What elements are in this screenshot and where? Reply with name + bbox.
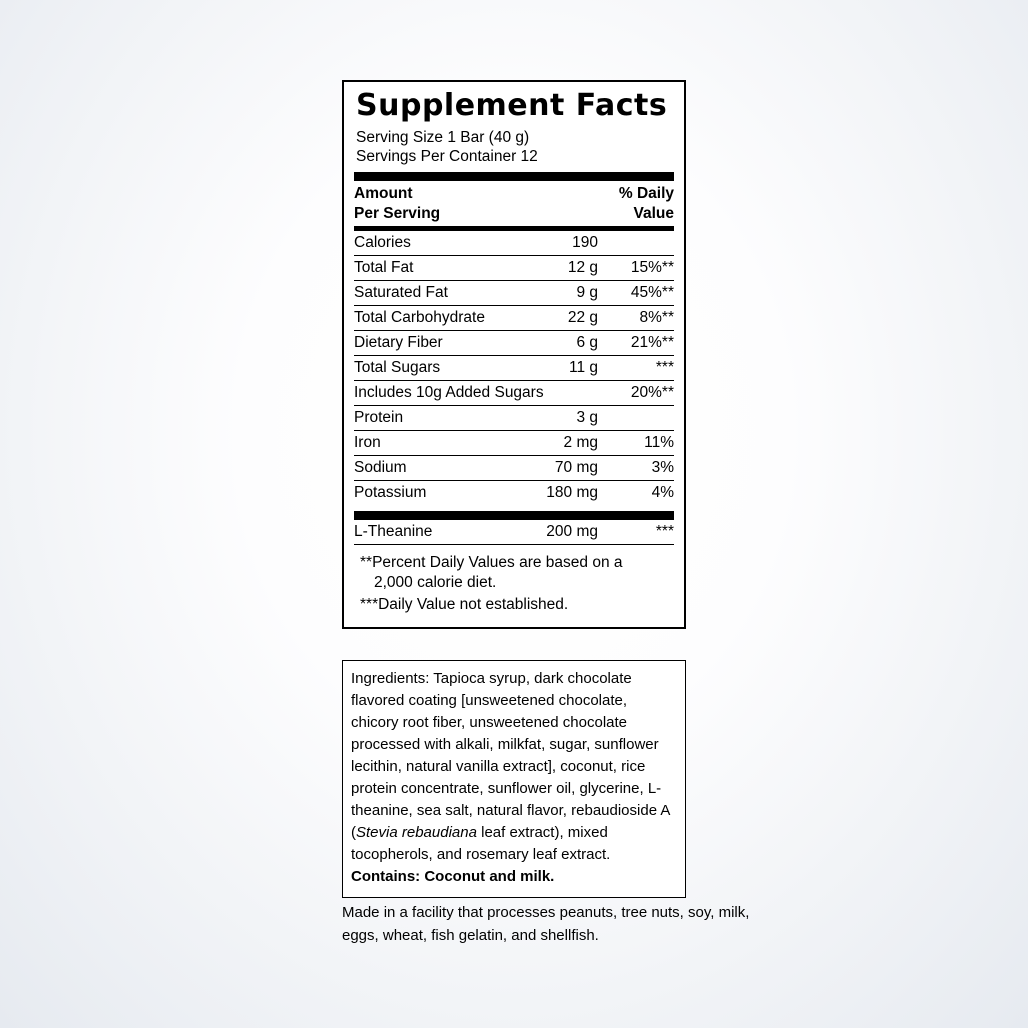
table-row bbox=[354, 381, 674, 406]
nutrient-amount: 2 mg bbox=[529, 431, 598, 456]
table-row bbox=[354, 481, 674, 506]
ingredients-tail: leaf extract), mixed tocopherols, and rosemary leaf extract. bbox=[351, 824, 611, 864]
nutrient-dv: 3% bbox=[598, 456, 674, 481]
header-amount bbox=[354, 181, 549, 226]
nutrient-name: Calories bbox=[354, 231, 529, 256]
table-row bbox=[354, 520, 674, 545]
nutrient-amount: 190 bbox=[529, 231, 598, 256]
servings-per-container: Servings Per Container 12 bbox=[356, 147, 538, 165]
nutrient-dv: 45%** bbox=[598, 281, 674, 306]
table-row bbox=[354, 331, 674, 356]
nutrient-name: Protein bbox=[354, 406, 529, 431]
table-row bbox=[354, 456, 674, 481]
nutrient-name: Total Sugars bbox=[354, 356, 529, 381]
nutrient-name: Potassium bbox=[354, 484, 427, 501]
nutrient-amount: 12 g bbox=[529, 256, 598, 281]
nutrient-amount: 22 g bbox=[529, 306, 598, 331]
serving-size: Serving Size 1 Bar (40 g) bbox=[356, 128, 530, 146]
header-amount-line2: Per Serving bbox=[354, 204, 441, 222]
footnote-daily-values bbox=[360, 553, 672, 593]
nutrient-name: Saturated Fat bbox=[354, 281, 529, 306]
nutrient-dv bbox=[598, 231, 674, 256]
ingredients-contains: Contains: Coconut and milk. bbox=[351, 868, 555, 886]
ingredients-lead: Ingredients: Tapioca syrup, dark chocolate flavored coating [unsweetened chocolate, chicory root fiber, unsweetened chocolate processed with alkali, milkfat, sugar, sunflower lecithin, natural vanilla extract], coconut, rice protein concentrate, sunflower oil, glycerine, L-theanine, sea salt, natural flavor, rebaudioside A ( bbox=[351, 670, 670, 842]
footnotes bbox=[354, 545, 674, 619]
table-row bbox=[354, 231, 674, 256]
nutrient-dv: *** bbox=[598, 520, 674, 545]
nutrition-table bbox=[354, 181, 674, 227]
nutrient-name: Total Carbohydrate bbox=[354, 306, 529, 331]
footnote-daily-values-line1: **Percent Daily Values are based on a bbox=[360, 554, 623, 571]
table-row bbox=[354, 431, 674, 456]
nutrient-name: Total Fat bbox=[354, 256, 529, 281]
nutrient-amount: 180 mg bbox=[546, 484, 598, 501]
footnote-dv-not-established: ***Daily Value not established. bbox=[360, 596, 569, 614]
nutrient-dv: 8%** bbox=[598, 306, 674, 331]
nutrient-name: Iron bbox=[354, 431, 529, 456]
divider-thick-other bbox=[354, 511, 674, 520]
ingredients-box bbox=[342, 660, 686, 898]
footnote-daily-values-line2: 2,000 calorie diet. bbox=[374, 574, 497, 592]
supplement-facts-panel bbox=[342, 80, 686, 629]
nutrient-rows bbox=[354, 231, 674, 505]
table-row bbox=[354, 356, 674, 381]
nutrient-name: Sodium bbox=[354, 456, 529, 481]
panel-title: Supplement Facts bbox=[356, 88, 668, 123]
nutrient-name: Includes 10g Added Sugars bbox=[354, 381, 598, 406]
nutrient-dv: 15%** bbox=[598, 256, 674, 281]
nutrient-name: Dietary Fiber bbox=[354, 331, 529, 356]
divider-thick-top bbox=[354, 172, 674, 181]
nutrient-amount: 200 mg bbox=[501, 520, 598, 545]
nutrient-dv: 11% bbox=[598, 431, 674, 456]
nutrient-dv: *** bbox=[598, 356, 674, 381]
header-amount-line1: Amount bbox=[354, 185, 413, 203]
header-dv-line1: % Daily bbox=[618, 185, 674, 203]
table-header-row bbox=[354, 181, 674, 226]
nutrient-amount: 6 g bbox=[529, 331, 598, 356]
nutrient-dv: 21%** bbox=[598, 331, 674, 356]
allergen-statement: Made in a facility that processes peanuts, tree nuts, soy, milk, eggs, wheat, fish gelatin, and shellfish. bbox=[342, 904, 750, 944]
table-row bbox=[354, 406, 674, 431]
table-row bbox=[354, 256, 674, 281]
nutrient-name: L-Theanine bbox=[354, 520, 501, 545]
nutrient-dv: 20%** bbox=[598, 381, 674, 406]
header-dv-line2: Value bbox=[633, 204, 674, 222]
table-row bbox=[354, 281, 674, 306]
other-ingredients-table bbox=[354, 520, 674, 545]
nutrient-dv: 4% bbox=[651, 484, 674, 501]
header-daily-value bbox=[549, 181, 674, 226]
table-row bbox=[354, 306, 674, 331]
nutrient-amount: 11 g bbox=[529, 356, 598, 381]
nutrient-amount: 9 g bbox=[529, 281, 598, 306]
nutrient-amount: 70 mg bbox=[529, 456, 598, 481]
nutrient-amount: 3 g bbox=[529, 406, 598, 431]
ingredients-italic-name: Stevia rebaudiana bbox=[356, 824, 477, 842]
nutrient-dv bbox=[598, 406, 674, 431]
